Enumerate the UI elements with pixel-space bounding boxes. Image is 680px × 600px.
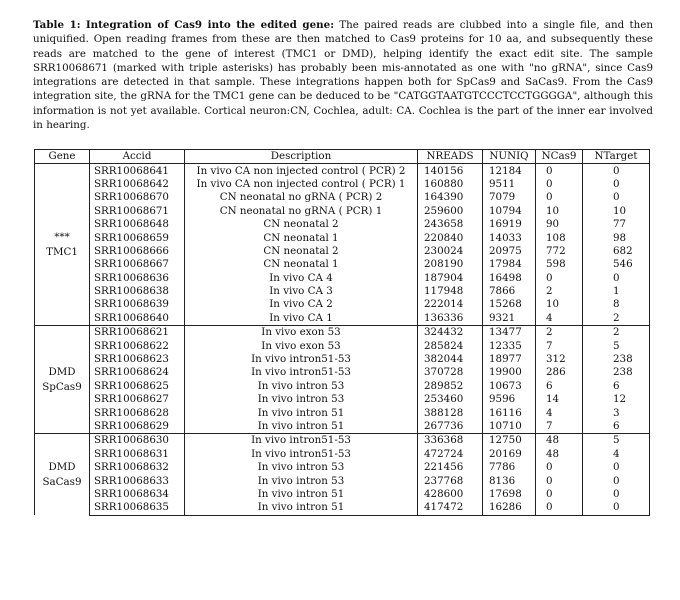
description-cell: In vivo CA 4	[185, 272, 418, 285]
ntarget-cell: 238	[583, 366, 650, 379]
accid-cell: SRR10068642	[90, 178, 185, 191]
ntarget-cell: 2	[583, 312, 650, 326]
description-cell: In vivo CA non injected control ( PCR) 2	[185, 164, 418, 178]
gene-label: SpCas9	[42, 380, 82, 393]
ntarget-cell: 238	[583, 353, 650, 366]
nuniq-cell: 16286	[483, 501, 536, 515]
accid-cell: SRR10068670	[90, 191, 185, 204]
gene-label: TMC1	[46, 245, 78, 258]
header-ntarget: NTarget	[583, 150, 650, 164]
nuniq-cell: 14033	[483, 231, 536, 244]
nuniq-cell: 10794	[483, 205, 536, 218]
nuniq-cell: 12335	[483, 339, 536, 352]
gene-label: DMD	[48, 460, 76, 473]
ncas9-cell: 90	[536, 218, 583, 231]
header-description: Description	[185, 150, 418, 164]
ncas9-cell: 0	[536, 474, 583, 487]
table-row	[35, 339, 650, 352]
nuniq-cell: 8136	[483, 474, 536, 487]
nuniq-cell: 12750	[483, 434, 536, 448]
ncas9-cell: 0	[536, 272, 583, 285]
nreads-cell: 136336	[418, 312, 483, 326]
nuniq-cell: 7079	[483, 191, 536, 204]
ncas9-cell: 312	[536, 353, 583, 366]
nuniq-cell: 9511	[483, 178, 536, 191]
ncas9-cell: 7	[536, 339, 583, 352]
cas9-integration-table	[34, 149, 650, 516]
nuniq-cell: 15268	[483, 298, 536, 311]
description-cell: CN neonatal 2	[185, 218, 418, 231]
ncas9-cell: 0	[536, 461, 583, 474]
ntarget-cell: 12	[583, 393, 650, 406]
nreads-cell: 428600	[418, 488, 483, 501]
ncas9-cell: 286	[536, 366, 583, 379]
description-cell: In vivo intron 51	[185, 501, 418, 515]
table-row	[35, 258, 650, 271]
ntarget-cell: 4	[583, 448, 650, 461]
nuniq-cell: 16919	[483, 218, 536, 231]
nuniq-cell: 9321	[483, 312, 536, 326]
nuniq-cell: 7786	[483, 461, 536, 474]
ncas9-cell: 6	[536, 380, 583, 393]
table-row	[35, 406, 650, 419]
accid-cell: SRR10068671	[90, 205, 185, 218]
gene-cell	[35, 164, 90, 326]
description-cell: In vivo CA 1	[185, 312, 418, 326]
accid-cell: SRR10068621	[90, 326, 185, 340]
header-nreads: NREADS	[418, 150, 483, 164]
nuniq-cell: 17984	[483, 258, 536, 271]
nreads-cell: 324432	[418, 326, 483, 340]
description-cell: In vivo CA non injected control ( PCR) 1	[185, 178, 418, 191]
nuniq-cell: 10673	[483, 380, 536, 393]
description-cell: CN neonatal 1	[185, 258, 418, 271]
accid-cell: SRR10068634	[90, 488, 185, 501]
nuniq-cell: 20169	[483, 448, 536, 461]
table-row	[35, 245, 650, 258]
accid-cell: SRR10068641	[90, 164, 185, 178]
nreads-cell: 259600	[418, 205, 483, 218]
accid-cell: SRR10068635	[90, 501, 185, 515]
table-row	[35, 448, 650, 461]
accid-cell: SRR10068648	[90, 218, 185, 231]
gene-group	[35, 326, 650, 434]
table-row	[35, 326, 650, 340]
header-gene: Gene	[35, 150, 90, 164]
description-cell: In vivo intron51-53	[185, 448, 418, 461]
ncas9-cell: 10	[536, 298, 583, 311]
nreads-cell: 160880	[418, 178, 483, 191]
table-row	[35, 474, 650, 487]
description-cell: In vivo intron 53	[185, 393, 418, 406]
gene-cell	[35, 434, 90, 515]
ntarget-cell: 1	[583, 285, 650, 298]
ncas9-cell: 0	[536, 191, 583, 204]
description-cell: In vivo intron 51	[185, 488, 418, 501]
accid-cell: SRR10068639	[90, 298, 185, 311]
ncas9-cell: 7	[536, 420, 583, 434]
ntarget-cell: 682	[583, 245, 650, 258]
accid-cell: SRR10068631	[90, 448, 185, 461]
ncas9-cell: 108	[536, 231, 583, 244]
nreads-cell: 285824	[418, 339, 483, 352]
ntarget-cell: 0	[583, 474, 650, 487]
nuniq-cell: 20975	[483, 245, 536, 258]
ntarget-cell: 6	[583, 380, 650, 393]
accid-cell: SRR10068623	[90, 353, 185, 366]
table-row	[35, 285, 650, 298]
table-header-row	[35, 150, 650, 164]
table-row	[35, 461, 650, 474]
accid-cell: SRR10068632	[90, 461, 185, 474]
gene-cell	[35, 326, 90, 434]
ncas9-cell: 48	[536, 434, 583, 448]
ntarget-cell: 0	[583, 191, 650, 204]
ntarget-cell: 0	[583, 461, 650, 474]
accid-cell: SRR10068659	[90, 231, 185, 244]
nuniq-cell: 19900	[483, 366, 536, 379]
table-row	[35, 164, 650, 178]
description-cell: CN neonatal 2	[185, 245, 418, 258]
ntarget-cell: 8	[583, 298, 650, 311]
table-row	[35, 488, 650, 501]
caption-label: Table 1:	[33, 19, 81, 31]
table-row	[35, 434, 650, 448]
table-row	[35, 353, 650, 366]
ntarget-cell: 0	[583, 164, 650, 178]
accid-cell: SRR10068667	[90, 258, 185, 271]
description-cell: In vivo intron 53	[185, 461, 418, 474]
table-row	[35, 312, 650, 326]
nreads-cell: 164390	[418, 191, 483, 204]
table-row	[35, 191, 650, 204]
nuniq-cell: 16116	[483, 406, 536, 419]
nreads-cell: 237768	[418, 474, 483, 487]
nreads-cell: 187904	[418, 272, 483, 285]
nuniq-cell: 18977	[483, 353, 536, 366]
nuniq-cell: 12184	[483, 164, 536, 178]
nreads-cell: 267736	[418, 420, 483, 434]
ncas9-cell: 0	[536, 178, 583, 191]
accid-cell: SRR10068638	[90, 285, 185, 298]
accid-cell: SRR10068629	[90, 420, 185, 434]
nreads-cell: 221456	[418, 461, 483, 474]
accid-cell: SRR10068633	[90, 474, 185, 487]
ntarget-cell: 5	[583, 434, 650, 448]
accid-cell: SRR10068666	[90, 245, 185, 258]
ncas9-cell: 0	[536, 164, 583, 178]
description-cell: In vivo intron51-53	[185, 353, 418, 366]
ncas9-cell: 10	[536, 205, 583, 218]
ntarget-cell: 0	[583, 178, 650, 191]
gene-label: ***	[54, 230, 70, 243]
description-cell: CN neonatal no gRNA ( PCR) 1	[185, 205, 418, 218]
description-cell: In vivo intron 53	[185, 474, 418, 487]
description-cell: In vivo intron51-53	[185, 366, 418, 379]
table-row	[35, 218, 650, 231]
nreads-cell: 289852	[418, 380, 483, 393]
ntarget-cell: 2	[583, 326, 650, 340]
description-cell: In vivo intron 53	[185, 380, 418, 393]
header-nuniq: NUNIQ	[483, 150, 536, 164]
ncas9-cell: 48	[536, 448, 583, 461]
accid-cell: SRR10068628	[90, 406, 185, 419]
nreads-cell: 220840	[418, 231, 483, 244]
table-row	[35, 272, 650, 285]
table-row	[35, 231, 650, 244]
ncas9-cell: 2	[536, 326, 583, 340]
table-row	[35, 205, 650, 218]
ntarget-cell: 546	[583, 258, 650, 271]
nreads-cell: 140156	[418, 164, 483, 178]
ncas9-cell: 4	[536, 312, 583, 326]
ncas9-cell: 772	[536, 245, 583, 258]
table-row	[35, 501, 650, 515]
ntarget-cell: 0	[583, 501, 650, 515]
caption-title: Integration of Cas9 into the edited gene:	[85, 19, 335, 31]
ncas9-cell: 14	[536, 393, 583, 406]
table-row	[35, 366, 650, 379]
description-cell: In vivo intron 51	[185, 420, 418, 434]
nreads-cell: 336368	[418, 434, 483, 448]
accid-cell: SRR10068640	[90, 312, 185, 326]
ntarget-cell: 0	[583, 488, 650, 501]
description-cell: CN neonatal no gRNA ( PCR) 2	[185, 191, 418, 204]
ntarget-cell: 98	[583, 231, 650, 244]
header-ncas9: NCas9	[536, 150, 583, 164]
nuniq-cell: 13477	[483, 326, 536, 340]
ntarget-cell: 0	[583, 272, 650, 285]
description-cell: In vivo CA 2	[185, 298, 418, 311]
description-cell: In vivo intron 51	[185, 406, 418, 419]
ncas9-cell: 2	[536, 285, 583, 298]
nreads-cell: 222014	[418, 298, 483, 311]
nreads-cell: 208190	[418, 258, 483, 271]
caption-text: The paired reads are clubbed into a single file, and then uniquified. Open reading frames from these are then matched to Cas9 proteins for 10 aa, and subsequently these reads are matched to the gene of interest (TMC1 or DMD), helping identify the exact edit site. The sample SRR10068671 (marked with triple asterisks) has probably been mis-annotated as one with "no gRNA", since Cas9 integrations are detected in that sample. These integrations happen both for SpCas9 and SaCas9. From the Cas9 integration site, the gRNA for the TMC1 gene can be deduced to be "CATGGTAATGTCCCTCCTGGGGA", although this information is not yet available. Cortical neuron:CN, Cochlea, adult: CA. Cochlea is the part of the inner ear involved in hearing.	[33, 19, 653, 132]
ntarget-cell: 5	[583, 339, 650, 352]
gene-label: DMD	[48, 365, 76, 378]
nreads-cell: 243658	[418, 218, 483, 231]
description-cell: In vivo CA 3	[185, 285, 418, 298]
accid-cell: SRR10068627	[90, 393, 185, 406]
ntarget-cell: 77	[583, 218, 650, 231]
nreads-cell: 388128	[418, 406, 483, 419]
ntarget-cell: 10	[583, 205, 650, 218]
table-row	[35, 420, 650, 434]
ncas9-cell: 598	[536, 258, 583, 271]
nuniq-cell: 17698	[483, 488, 536, 501]
ncas9-cell: 0	[536, 488, 583, 501]
table-row	[35, 298, 650, 311]
description-cell: In vivo exon 53	[185, 326, 418, 340]
gene-group	[35, 434, 650, 515]
description-cell: CN neonatal 1	[185, 231, 418, 244]
gene-group	[35, 164, 650, 326]
table-row	[35, 380, 650, 393]
description-cell: In vivo exon 53	[185, 339, 418, 352]
table-caption	[33, 18, 653, 132]
nuniq-cell: 10710	[483, 420, 536, 434]
ntarget-cell: 3	[583, 406, 650, 419]
nreads-cell: 382044	[418, 353, 483, 366]
nreads-cell: 417472	[418, 501, 483, 515]
nuniq-cell: 16498	[483, 272, 536, 285]
table-row	[35, 393, 650, 406]
nuniq-cell: 7866	[483, 285, 536, 298]
description-cell: In vivo intron51-53	[185, 434, 418, 448]
ntarget-cell: 6	[583, 420, 650, 434]
nuniq-cell: 9596	[483, 393, 536, 406]
gene-label: SaCas9	[42, 475, 82, 488]
accid-cell: SRR10068624	[90, 366, 185, 379]
nreads-cell: 230024	[418, 245, 483, 258]
ncas9-cell: 0	[536, 501, 583, 515]
nreads-cell: 472724	[418, 448, 483, 461]
nreads-cell: 370728	[418, 366, 483, 379]
accid-cell: SRR10068622	[90, 339, 185, 352]
accid-cell: SRR10068625	[90, 380, 185, 393]
nreads-cell: 117948	[418, 285, 483, 298]
ncas9-cell: 4	[536, 406, 583, 419]
accid-cell: SRR10068630	[90, 434, 185, 448]
accid-cell: SRR10068636	[90, 272, 185, 285]
header-accid: Accid	[90, 150, 185, 164]
nreads-cell: 253460	[418, 393, 483, 406]
table-row	[35, 178, 650, 191]
